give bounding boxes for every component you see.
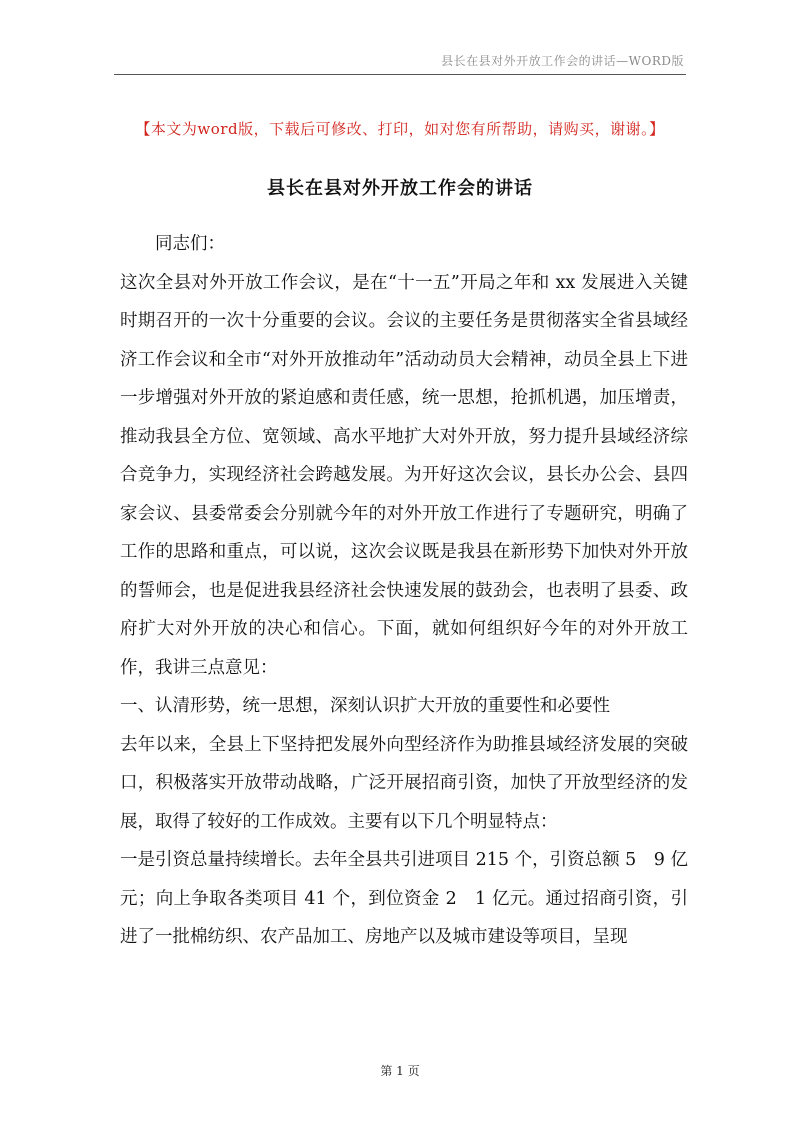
running-header: 县长在县对外开放工作会的讲话—WORD版 <box>441 54 684 68</box>
paragraph-point-1: 一是引资总量持续增长。去年全县共引进项目 215 个，引资总额 5 9 亿元；向上争取各类项目 41 个，到位资金 2 1 亿元。通过招商引资，引进了一批棉纺织、农产品加工、房地产以及城市建设等项目，呈现 <box>120 850 688 947</box>
header-divider <box>114 74 686 75</box>
paragraph-intro: 这次全县对外开放工作会议，是在“十一五”开局之年和 xx 发展进入关键时期召开的一次十分重要的会议。会议的主要任务是贯彻落实全省县域经济工作会议和全市“对外开放推动年”活动动员大会精神，动员全县上下进一步增强对外开放的紧迫感和责任感，统一思想，抢抓机遇，加压增责，推动我县全方位、宽领域、高水平地扩大对外开放，努力提升县域经济综合竞争力，实现经济社会跨越发展。为开好这次会议，县长办公会、县四家会议、县委常委会分别就今年的对外开放工作进行了专题研究，明确了工作的思路和重点，可以说，这次会议既是我县在新形势下加快对外开放的誓师会，也是促进我县经济社会快速发展的鼓劲会，也表明了县委、政府扩大对外开放的决心和信心。下面，就如何组织好今年的对外开放工作，我讲三点意见： <box>120 272 688 678</box>
section-heading-1: 一、认清形势，统一思想，深刻认识扩大开放的重要性和必要性 <box>120 696 610 716</box>
document-title: 县长在县对外开放工作会的讲话 <box>267 178 533 199</box>
purchase-notice: 【本文为word版，下载后可修改、打印，如对您有所帮助，请购买，谢谢。】 <box>135 120 665 138</box>
page-number: 第 1 页 <box>380 1064 420 1078</box>
document-body <box>120 225 688 957</box>
salutation: 同志们： <box>155 234 225 254</box>
paragraph-review: 去年以来，全县上下坚持把发展外向型经济作为助推县域经济发展的突破口，积极落实开放带动战略，广泛开展招商引资，加快了开放型经济的发展，取得了较好的工作成效。主要有以下几个明显特点： <box>120 734 688 832</box>
